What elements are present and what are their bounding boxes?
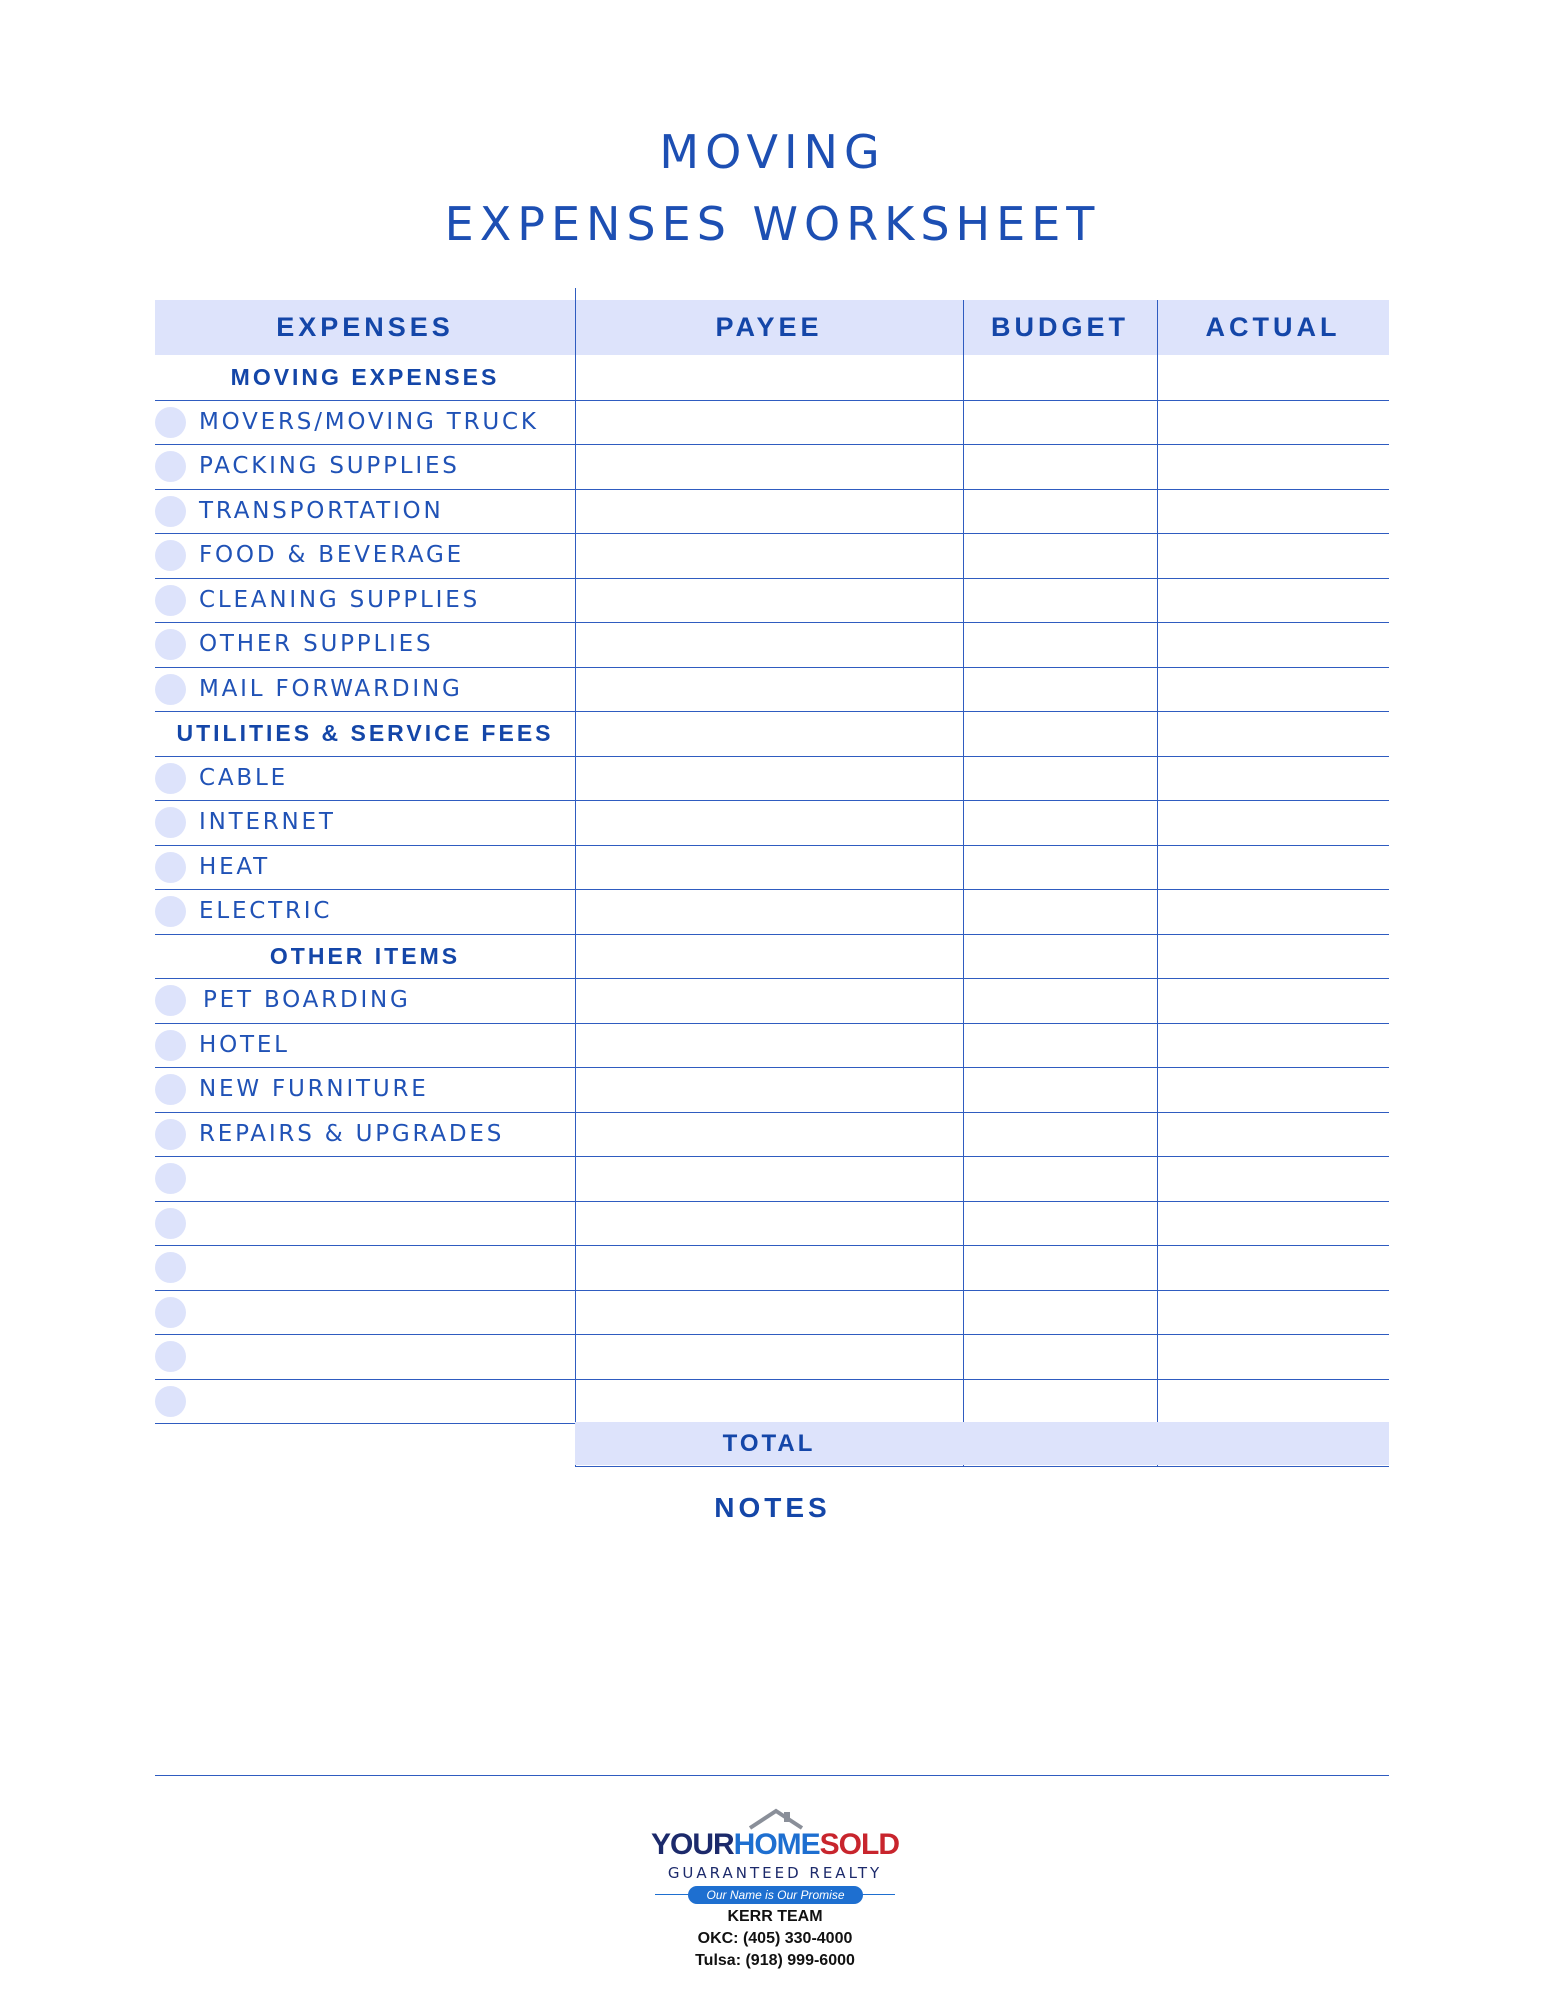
column-header-budget: BUDGET xyxy=(963,300,1157,355)
expense-row xyxy=(155,800,575,844)
checkbox-circle[interactable] xyxy=(155,985,186,1016)
company-logo xyxy=(630,1808,920,1988)
expense-row xyxy=(155,1245,575,1289)
checkbox-circle[interactable] xyxy=(155,1163,186,1194)
row-divider xyxy=(155,934,1389,935)
row-divider xyxy=(155,1156,1389,1157)
expenses-table xyxy=(155,300,1389,1467)
section-label: MOVING EXPENSES xyxy=(230,364,500,390)
checkbox-circle[interactable] xyxy=(155,1252,186,1283)
column-header-expenses: EXPENSES xyxy=(155,300,575,355)
expense-row xyxy=(155,667,575,711)
expense-label: CABLE xyxy=(199,764,288,791)
column-header-payee: PAYEE xyxy=(575,300,963,355)
expense-row xyxy=(155,1334,575,1378)
checkbox-circle[interactable] xyxy=(155,852,186,883)
expense-label: OTHER SUPPLIES xyxy=(199,631,434,657)
section-header-row xyxy=(155,355,575,399)
checkbox-circle[interactable] xyxy=(155,896,186,927)
expense-label: PET BOARDING xyxy=(203,987,411,1013)
row-divider xyxy=(155,622,1389,623)
checkbox-circle[interactable] xyxy=(155,1386,186,1417)
expense-row xyxy=(155,1067,575,1111)
column-divider-actual xyxy=(1157,300,1158,1466)
checkbox-circle[interactable] xyxy=(155,1030,186,1061)
section-header-row xyxy=(155,711,575,755)
row-divider xyxy=(155,1023,1389,1024)
expense-label: HOTEL xyxy=(199,1031,290,1058)
total-row-bottom-rule xyxy=(575,1466,1389,1467)
row-divider xyxy=(155,1201,1389,1202)
expense-row xyxy=(155,1379,575,1423)
expense-row xyxy=(155,578,575,622)
expense-row xyxy=(155,444,575,488)
expense-label: ELECTRIC xyxy=(199,898,333,924)
row-divider xyxy=(155,800,1389,801)
total-actual-cell[interactable] xyxy=(1157,1422,1389,1465)
page-title-line-1: MOVING xyxy=(659,125,886,179)
column-divider-payee xyxy=(575,288,576,1466)
expense-row xyxy=(155,889,575,933)
expense-label: PACKING SUPPLIES xyxy=(199,453,460,479)
total-label: TOTAL xyxy=(722,1430,816,1457)
expense-row xyxy=(155,533,575,577)
logo-word-sold: SOLD xyxy=(819,1828,900,1861)
row-divider xyxy=(155,978,1389,979)
checkbox-circle[interactable] xyxy=(155,1208,186,1239)
expense-row xyxy=(155,978,575,1022)
logo-subtitle: GUARANTEED REALTY xyxy=(667,1864,883,1882)
section-label: UTILITIES & SERVICE FEES xyxy=(176,720,554,746)
expense-row xyxy=(155,1201,575,1245)
expense-row xyxy=(155,1112,575,1156)
row-divider xyxy=(155,711,1389,712)
house-roof-icon xyxy=(748,1808,804,1830)
expense-label: NEW FURNITURE xyxy=(199,1076,429,1102)
expense-row xyxy=(155,1290,575,1334)
expense-row xyxy=(155,622,575,666)
row-divider xyxy=(155,1379,1389,1380)
checkbox-circle[interactable] xyxy=(155,1297,186,1328)
page-title-line-2: EXPENSES WORKSHEET xyxy=(444,197,1101,251)
expense-label: MAIL FORWARDING xyxy=(199,675,463,702)
checkbox-circle[interactable] xyxy=(155,496,186,527)
row-divider xyxy=(155,889,1389,890)
row-divider xyxy=(155,578,1389,579)
checkbox-circle[interactable] xyxy=(155,585,186,616)
logo-word-home: HOME xyxy=(733,1828,820,1861)
row-divider xyxy=(155,1245,1389,1246)
checkbox-circle[interactable] xyxy=(155,407,186,438)
logo-word-your: YOUR xyxy=(650,1828,734,1861)
row-divider xyxy=(155,489,1389,490)
row-divider xyxy=(155,1334,1389,1335)
column-header-actual: ACTUAL xyxy=(1157,300,1389,355)
contact-team: KERR TEAM xyxy=(727,1908,823,1925)
expense-label: TRANSPORTATION xyxy=(199,497,444,524)
row-divider xyxy=(155,1112,1389,1113)
expense-row xyxy=(155,489,575,533)
column-divider-budget xyxy=(963,300,964,1466)
logo-tagline: Our Name is Our Promise xyxy=(688,1886,863,1904)
checkbox-circle[interactable] xyxy=(155,1074,186,1105)
notes-heading: NOTES xyxy=(714,1492,831,1523)
checkbox-circle[interactable] xyxy=(155,807,186,838)
section-header-row xyxy=(155,934,575,978)
expense-row xyxy=(155,1023,575,1067)
expense-label: REPAIRS & UPGRADES xyxy=(199,1120,505,1147)
logo-wordmark xyxy=(630,1828,920,1862)
checkbox-circle[interactable] xyxy=(155,451,186,482)
total-budget-cell[interactable] xyxy=(963,1422,1157,1465)
expense-label: CLEANING SUPPLIES xyxy=(199,586,480,613)
expense-row xyxy=(155,1156,575,1200)
expense-label: MOVERS/MOVING TRUCK xyxy=(199,408,539,435)
row-divider xyxy=(155,667,1389,668)
checkbox-circle[interactable] xyxy=(155,763,186,794)
row-divider xyxy=(155,756,1389,757)
row-divider xyxy=(155,533,1389,534)
contact-tulsa-phone: Tulsa: (918) 999-6000 xyxy=(695,1952,855,1969)
checkbox-circle[interactable] xyxy=(155,1119,186,1150)
row-divider xyxy=(155,1290,1389,1291)
expense-row xyxy=(155,400,575,444)
contact-okc-phone: OKC: (405) 330-4000 xyxy=(697,1930,853,1947)
expense-label: INTERNET xyxy=(199,809,336,835)
row-divider xyxy=(155,845,1389,846)
expense-row xyxy=(155,845,575,889)
checkbox-circle[interactable] xyxy=(155,540,186,571)
row-divider xyxy=(155,444,1389,445)
expense-label: FOOD & BEVERAGE xyxy=(199,542,465,568)
checkbox-circle[interactable] xyxy=(155,674,186,705)
checkbox-circle[interactable] xyxy=(155,1341,186,1372)
expense-label: HEAT xyxy=(199,853,271,880)
row-divider xyxy=(155,400,1389,401)
checkbox-circle[interactable] xyxy=(155,629,186,660)
footer-divider xyxy=(155,1775,1389,1776)
expense-row xyxy=(155,756,575,800)
section-label: OTHER ITEMS xyxy=(269,942,461,969)
row-divider xyxy=(155,1067,1389,1068)
